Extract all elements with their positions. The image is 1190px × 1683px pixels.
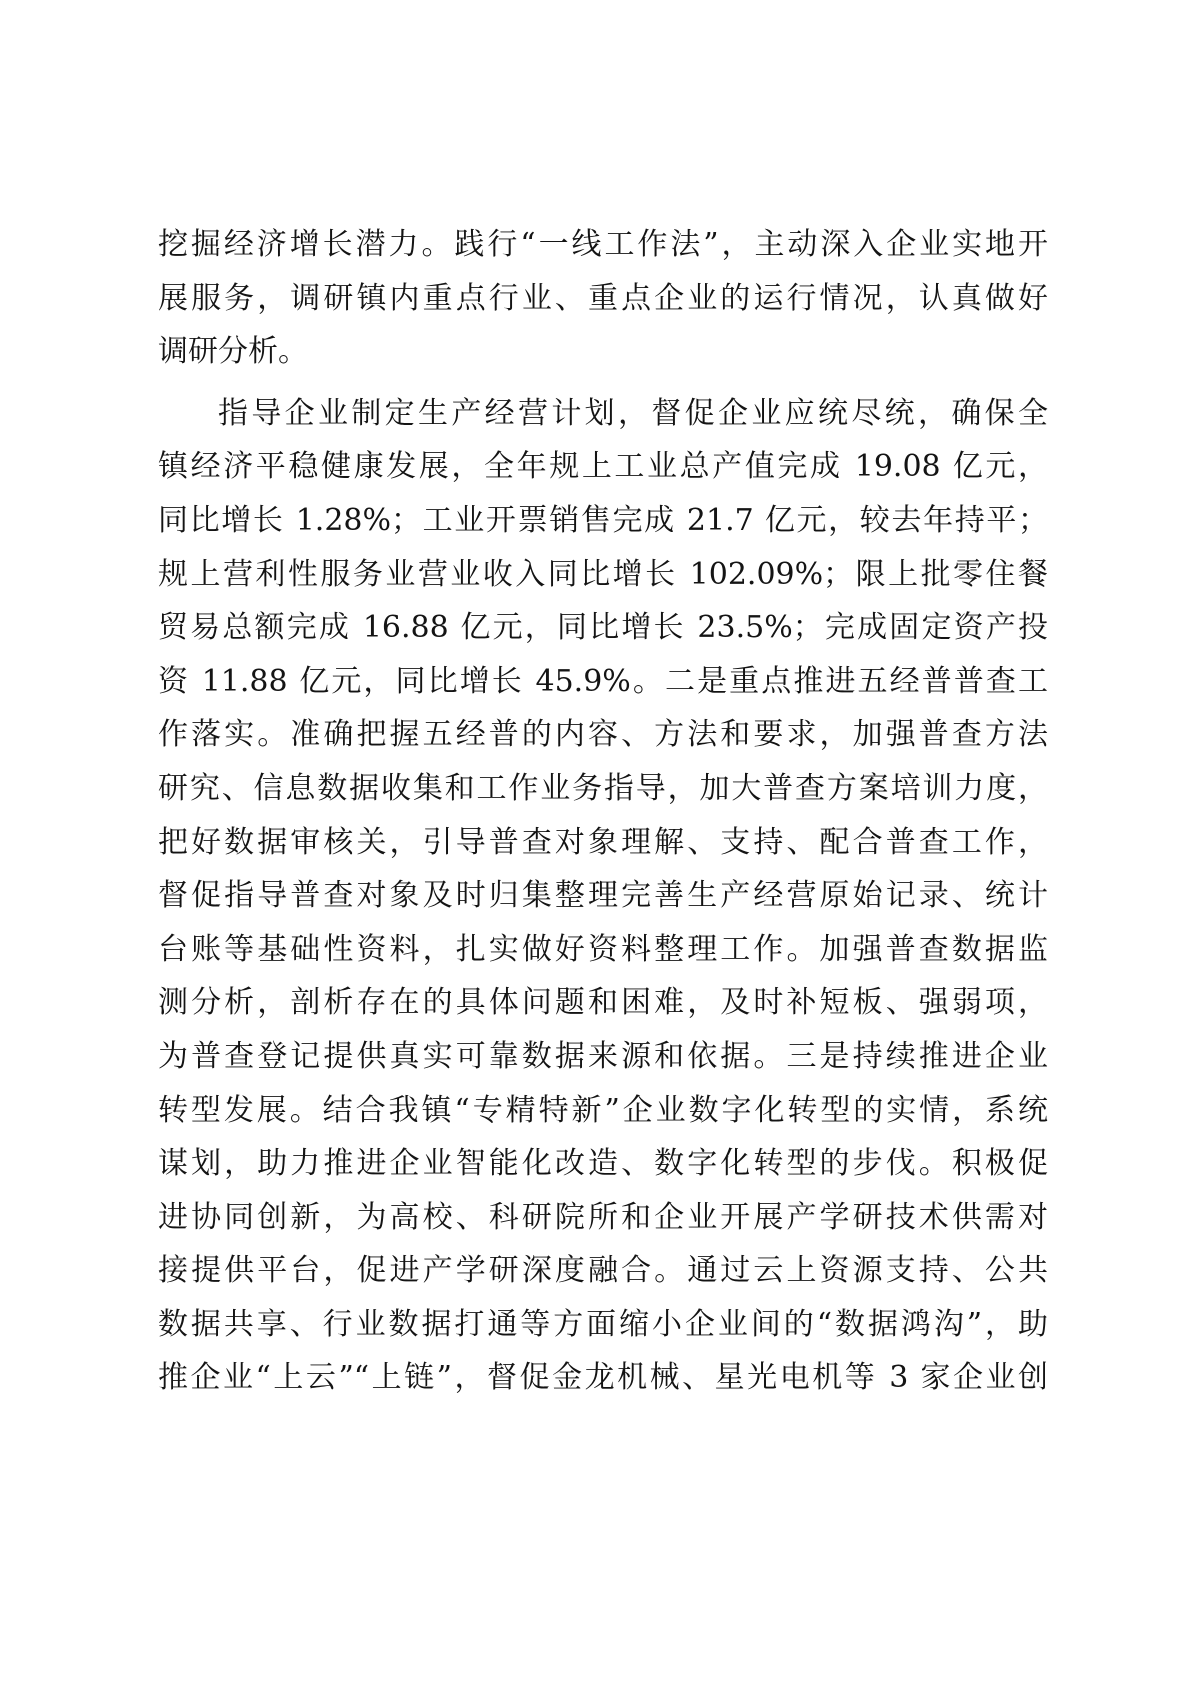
text-line: 资 11.88 亿元，同比增长 45.9%。二是重点推进五经普普查工 — [158, 663, 1048, 699]
text-line: 测分析，剖析存在的具体问题和困难，及时补短板、强弱项， — [158, 985, 1048, 1021]
text-line: 调研分析。 — [158, 334, 308, 370]
text-line: 研究、信息数据收集和工作业务指导，加大普查方案培训力度， — [158, 770, 1048, 806]
text-line: 谋划，助力推进企业智能化改造、数字化转型的步伐。积极促 — [158, 1146, 1048, 1182]
text-line: 作落实。准确把握五经普的内容、方法和要求，加强普查方法 — [158, 717, 1048, 753]
paragraph-1 — [158, 218, 1048, 379]
text-line: 台账等基础性资料，扎实做好资料整理工作。加强普查数据监 — [158, 931, 1048, 967]
text-line: 推企业“上云”“上链”，督促金龙机械、星光电机等 3 家企业创 — [158, 1360, 1048, 1396]
text-line: 为普查登记提供真实可靠数据来源和依据。三是持续推进企业 — [158, 1038, 1048, 1074]
text-line: 展服务，调研镇内重点行业、重点企业的运行情况，认真做好 — [158, 280, 1048, 316]
text-line: 指导企业制定生产经营计划，督促企业应统尽统，确保全 — [218, 395, 1048, 431]
text-line: 同比增长 1.28%；工业开票销售完成 21.7 亿元，较去年持平； — [158, 502, 1048, 538]
text-line: 镇经济平稳健康发展，全年规上工业总产值完成 19.08 亿元， — [158, 449, 1048, 485]
text-line: 贸易总额完成 16.88 亿元，同比增长 23.5%；完成固定资产投 — [158, 610, 1048, 646]
paragraph-2 — [158, 387, 1048, 1459]
text-line: 挖掘经济增长潜力。践行“一线工作法”，主动深入企业实地开 — [158, 227, 1048, 262]
text-line — [158, 1405, 1048, 1459]
text-line: 督促指导普查对象及时归集整理完善生产经营原始记录、统计 — [158, 878, 1048, 914]
text-line: 规上营利性服务业营业收入同比增长 102.09%；限上批零住餐 — [158, 556, 1048, 592]
text-line: 进协同创新，为高校、科研院所和企业开展产学研技术供需对 — [158, 1199, 1048, 1235]
body-text — [158, 218, 1048, 1459]
text-line: 接提供平台，促进产学研深度融合。通过云上资源支持、公共 — [158, 1253, 1048, 1289]
paragraph-gap — [158, 379, 1048, 387]
text-line: 数据共享、行业数据打通等方面缩小企业间的“数据鸿沟”，助 — [158, 1306, 1048, 1342]
text-line: 转型发展。结合我镇“专精特新”企业数字化转型的实情，系统 — [158, 1092, 1048, 1128]
text-line: 把好数据审核关，引导普查对象理解、支持、配合普查工作， — [158, 824, 1048, 860]
